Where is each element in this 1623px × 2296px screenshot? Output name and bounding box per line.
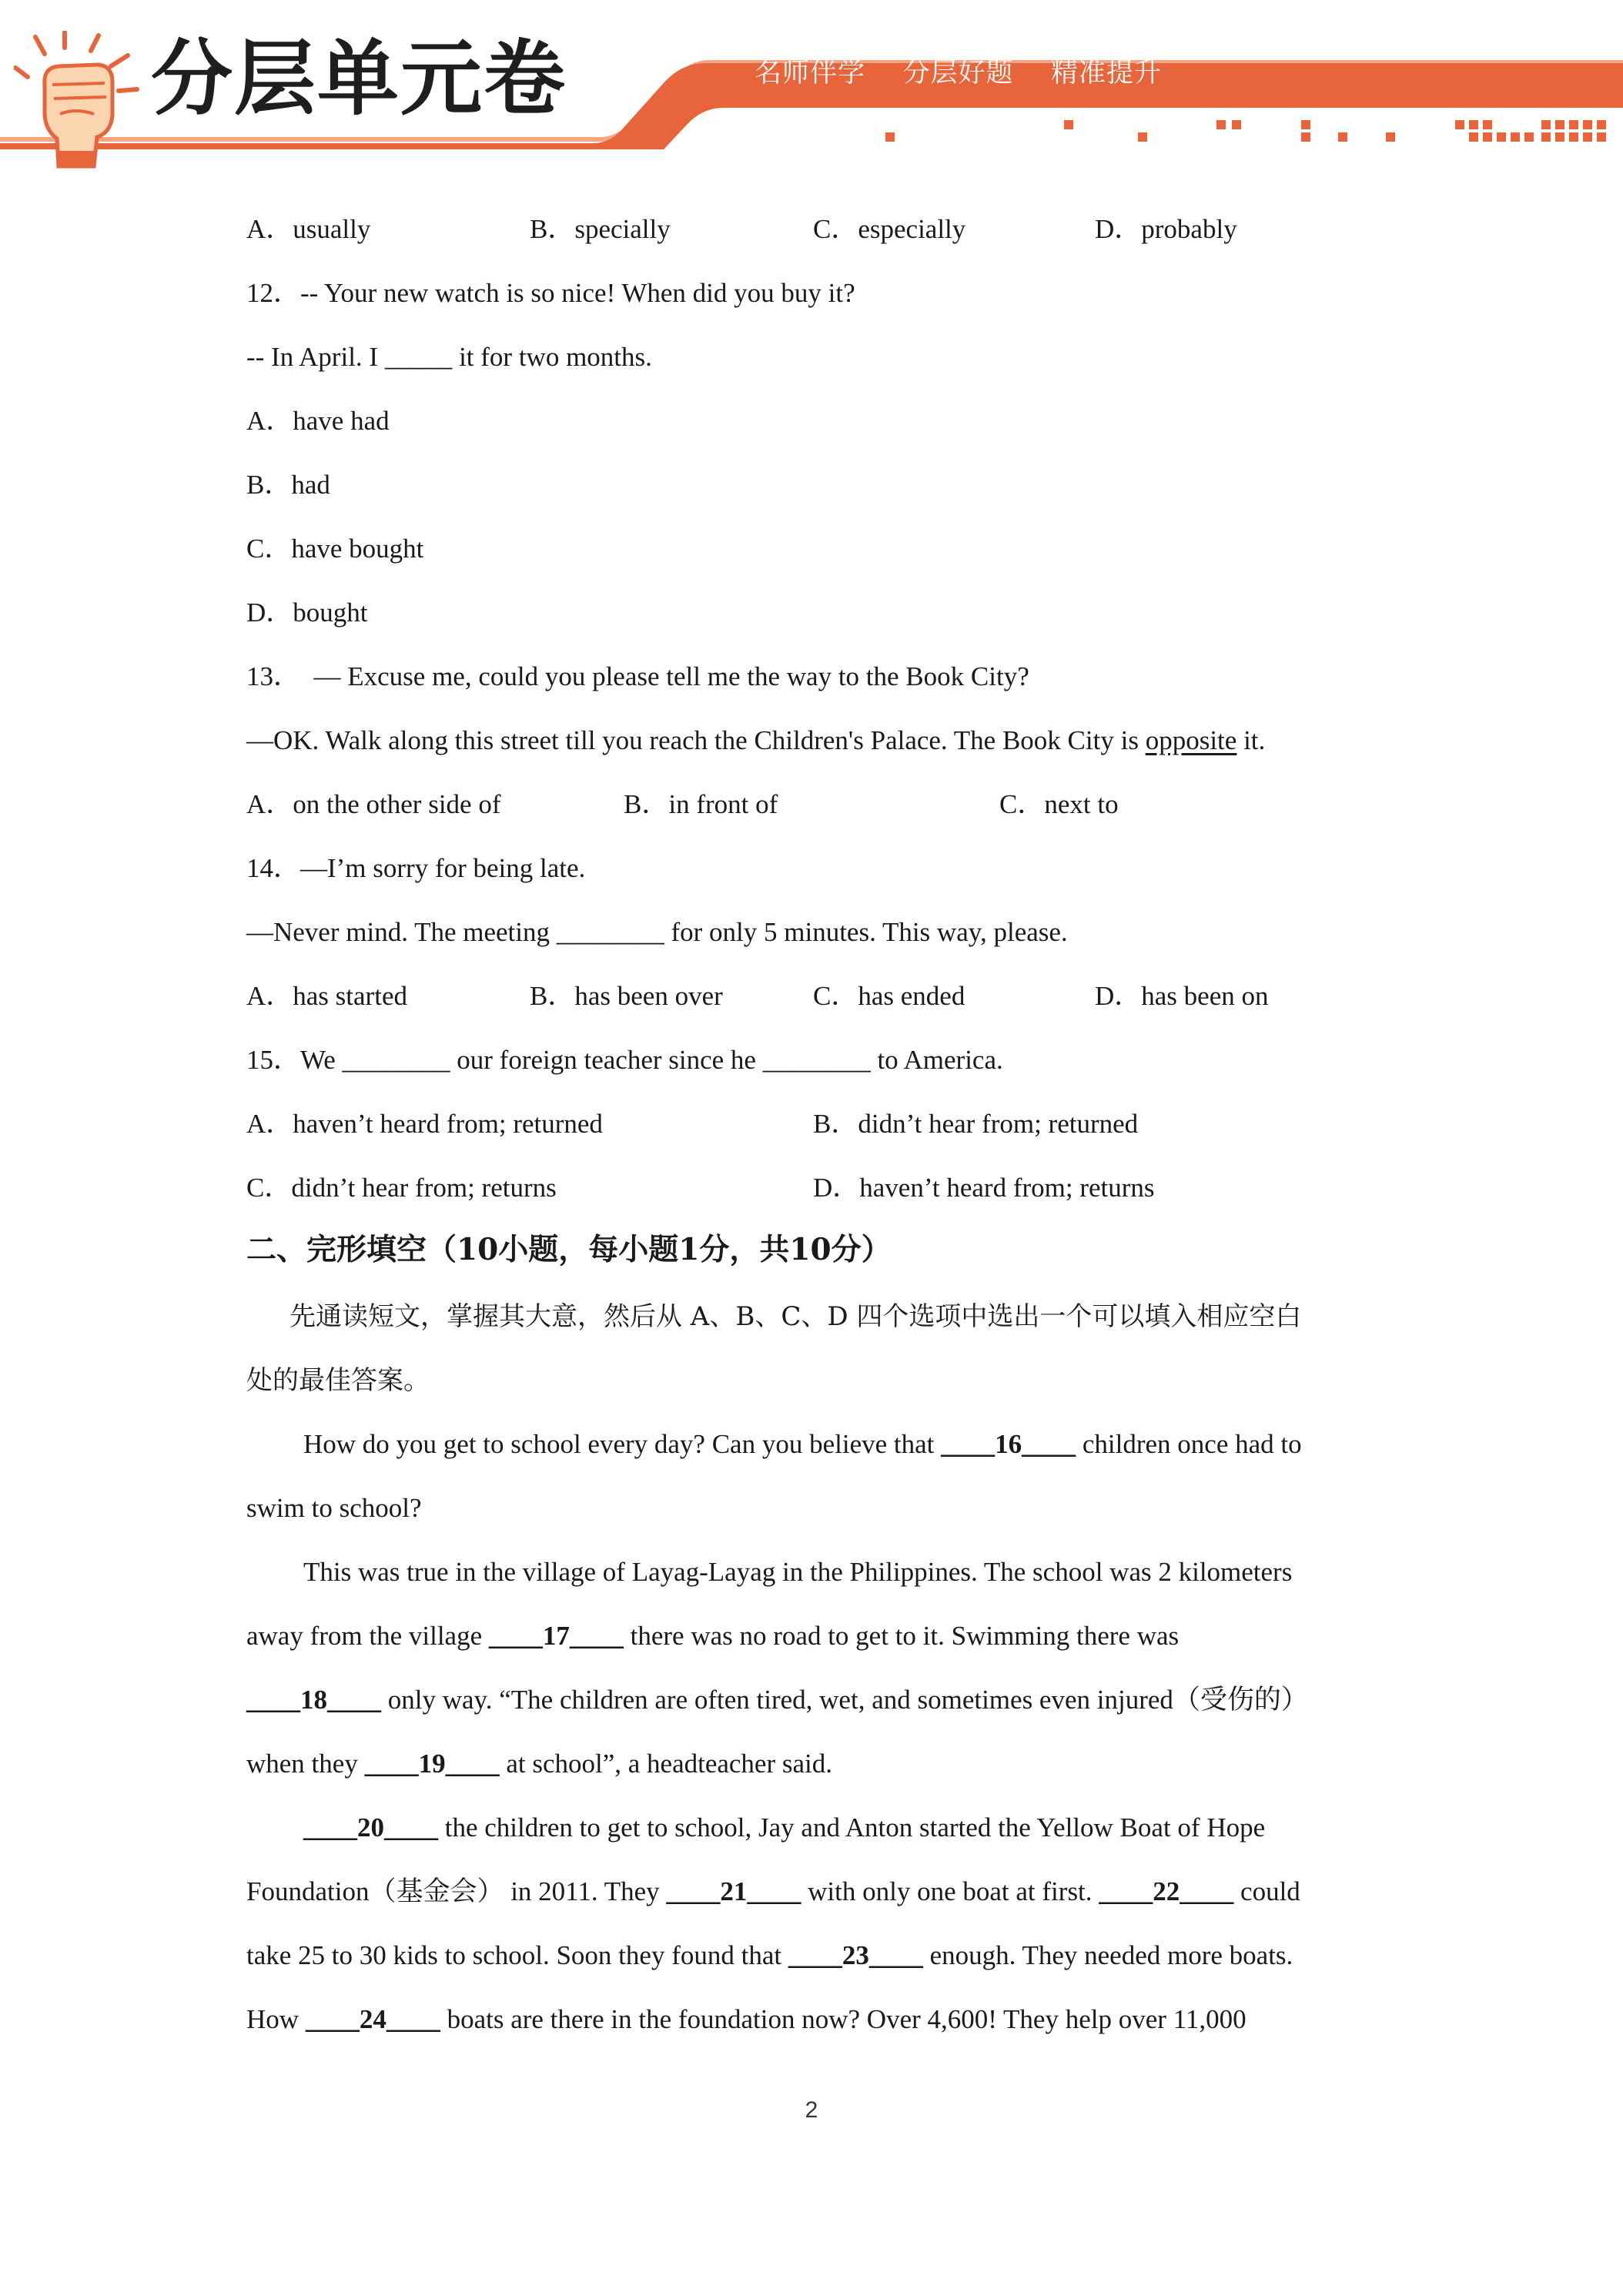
- option-c: C．didn’t hear from; returns: [246, 1173, 557, 1203]
- option-b: B．specially: [530, 214, 671, 244]
- blank-22: ____22____: [1099, 1876, 1234, 1906]
- text: with only one boat at first.: [801, 1876, 1099, 1906]
- text: could: [1233, 1876, 1300, 1906]
- option-a: A．on the other side of: [246, 789, 501, 819]
- option-d: D．haven’t heard from; returns: [813, 1173, 1155, 1203]
- blank-16: ____16____: [941, 1429, 1076, 1459]
- text: it for two months.: [452, 342, 652, 372]
- question-line: [246, 340, 652, 374]
- text: it.: [1236, 725, 1266, 755]
- blank-18: ____18____: [246, 1685, 381, 1715]
- text: the children to get to school, Jay and Anton started the Yellow Boat of Hope: [438, 1812, 1266, 1842]
- text: boats are there in the foundation now? Over 4,600! They help over 11,000: [440, 2004, 1247, 2034]
- page-header: [0, 0, 1623, 169]
- section-instruction: 处的最佳答案。: [246, 1365, 430, 1396]
- text: children once had to: [1076, 1429, 1302, 1459]
- blank-19: ____19____: [364, 1749, 500, 1779]
- question-stem: 15．We ________ our foreign teacher since he ________ to America.: [246, 1045, 1003, 1075]
- option-c: C．have bought: [246, 534, 424, 564]
- option-a: A．has started: [246, 981, 407, 1011]
- blank-23: ____23____: [788, 1940, 923, 1970]
- option-c: C．has ended: [813, 981, 965, 1011]
- option-b: B．had: [246, 470, 330, 500]
- question-stem: 14．—I’m sorry for being late.: [246, 853, 586, 883]
- text: How do you get to school every day? Can you believe that: [303, 1429, 942, 1459]
- text: only way. “The children are often tired, wet, and sometimes even injured（受伤的）: [381, 1685, 1308, 1715]
- section-heading: 二、完形填空（10小题，每小题1分，共10分）: [246, 1232, 892, 1267]
- text: take 25 to 30 kids to school. Soon they found that: [246, 1940, 788, 1970]
- option-b: B．didn’t hear from; returned: [813, 1109, 1139, 1139]
- option-a: A．have had: [246, 406, 390, 436]
- brand-title: 分层单元卷: [151, 32, 567, 126]
- question-stem: 12．-- Your new watch is so nice! When did you buy it?: [246, 278, 855, 308]
- page-number: 2: [805, 2097, 818, 2123]
- question-line: —Never mind. The meeting ________ for only 5 minutes. This way, please.: [246, 917, 1068, 947]
- blank-21: ____21____: [666, 1876, 801, 1906]
- option-d: D．has been on: [1095, 981, 1269, 1011]
- question-line: [246, 724, 1265, 758]
- passage-line: [246, 2003, 1247, 2037]
- option-c: C．next to: [999, 789, 1119, 819]
- section-instruction: 先通读短文，掌握其大意，然后从 A、B、C、D 四个选项中选出一个可以填入相应空白: [289, 1301, 1302, 1332]
- text: How: [246, 2004, 306, 2034]
- passage-line: [303, 1427, 1302, 1461]
- passage-line: [246, 1875, 1300, 1909]
- text: -- In April. I: [246, 342, 385, 372]
- blank-20: ____20____: [303, 1812, 438, 1842]
- text: enough. They needed more boats.: [922, 1940, 1293, 1970]
- blank-24: ____24____: [305, 2004, 440, 2034]
- passage-line: This was true in the village of Layag-Layag in the Philippines. The school was 2 kilometers: [303, 1557, 1293, 1587]
- question-stem: 13． — Excuse me, could you please tell me the way to the Book City?: [246, 661, 1029, 691]
- option-d: D．bought: [246, 597, 368, 628]
- text: away from the village: [246, 1621, 489, 1651]
- text: Foundation（基金会） in 2011. They: [246, 1876, 667, 1906]
- option-b: B．in front of: [624, 789, 778, 819]
- text: at school”, a headteacher said.: [499, 1749, 833, 1779]
- option-c: C．especially: [813, 214, 966, 244]
- blank-17: ____17____: [488, 1621, 624, 1651]
- option-d: D．probably: [1095, 214, 1237, 244]
- underlined-word: opposite: [1145, 725, 1237, 755]
- option-b: B．has been over: [530, 981, 723, 1011]
- passage-line: [246, 1939, 1293, 1973]
- passage-line: [246, 1747, 832, 1781]
- passage-line: [246, 1683, 1308, 1717]
- blank: _____: [384, 342, 453, 372]
- option-a: A．haven’t heard from; returned: [246, 1109, 603, 1139]
- header-slogan: 名师伴学 分层好题 精准提升: [755, 58, 1163, 89]
- raised-fist-icon: [14, 31, 145, 169]
- passage-line: [246, 1619, 1179, 1653]
- text: when they: [246, 1749, 365, 1779]
- header-dot-pattern: [885, 120, 1606, 142]
- option-a: A．usually: [246, 214, 371, 244]
- passage-line: [303, 1811, 1265, 1845]
- text: there was no road to get to it. Swimming there was: [623, 1621, 1180, 1651]
- text: —OK. Walk along this street till you reach the Children's Palace. The Book City is: [246, 725, 1146, 755]
- passage-line: swim to school?: [246, 1493, 422, 1523]
